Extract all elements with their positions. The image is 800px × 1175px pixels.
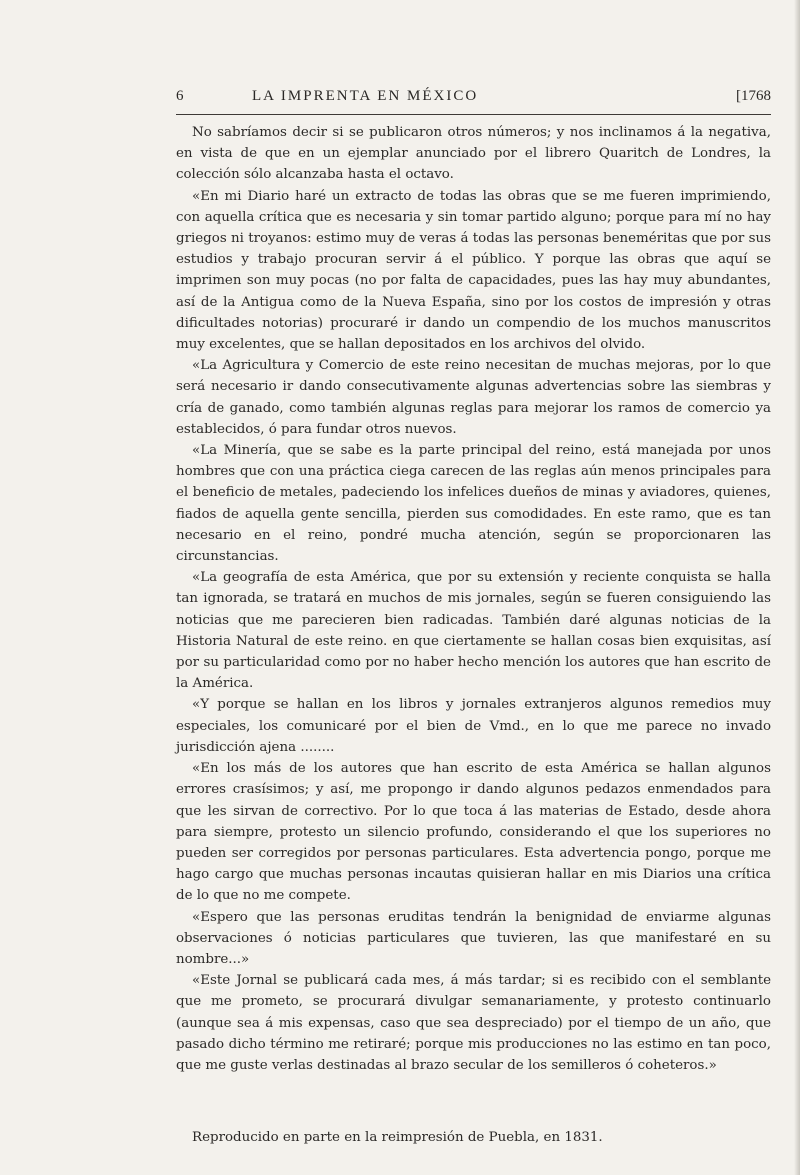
paragraph: «En los más de los autores que han escrito de esta América se hallan algunos errores crasísimos; y así, me propongo ir dando algunos pedazos enmendados para que les sirvan de correctivo. Por lo que toca á las materias de Estado, desde ahora para siempre, protesto un silencio profundo, considerando el que los superiores no pueden ser corregidos por personas particulares. Esta advertencia pongo, porque me hago cargo que muchas personas incautas quisieran hallar en mis Diarios una crítica de lo que no me compete. — [176, 761, 771, 904]
header-rule — [176, 114, 771, 115]
paragraph: «La Minería, que se sabe es la parte principal del reino, está manejada por unos hombres que con una práctica ciega carecen de las reglas aún menos principales para el beneficio de metales, padeciendo los infelices dueños de minas y aviadores, quienes, fiados de aquella gente sencilla, pierden sus comodidades. En este ramo, que es tan necesario en el reino, pondré mucha atención, según se proporcionaren las circunstancias. — [176, 443, 771, 565]
footnote: Reproducido en parte en la reimpresión de Puebla, en 1831. — [192, 1130, 603, 1145]
header-year: [1768 — [736, 88, 771, 104]
running-title: LA IMPRENTA EN MÉXICO — [252, 88, 479, 104]
paragraph: No sabríamos decir si se publicaron otros números; y nos inclinamos á la negativa, en vista de que en un ejemplar anunciado por el librero Quaritch de Londres, la colección sólo alcanzaba hasta el octavo. — [176, 125, 771, 183]
paragraph: «Espero que las personas eruditas tendrán la benignidad de enviarme algunas observaciones ó noticias particulares que tuvieren, las que manifestaré en su nombre...» — [176, 909, 771, 967]
paragraph: «La Agricultura y Comercio de este reino necesitan de muchas mejoras, por lo que será necesario ir dando consecutivamente algunas advertencias sobre las siembras y cría de ganado, como también algunas reglas para mejorar los ramos de comercio ya establecidos, ó para fundar otros nuevos. — [176, 358, 771, 437]
body-text — [176, 122, 771, 1076]
paragraph: «En mi Diario haré un extracto de todas las obras que se me fueren imprimiendo, con aquella crítica que es necesaria y sin tomar partido alguno; porque para mí no hay griegos ni troyanos: estimo muy de veras á todas las personas beneméritas que por sus estudios y trabajo procuran servir á el público. Y porque las obras que aquí se imprimen son muy pocas (no por falta de capacidades, pues las hay muy abundantes, así de la Antigua como de la Nueva España, sino por los costos de impresión y otras dificultades notorias) procuraré ir dando un compendio de los muchos manuscritos muy excelentes, que se hallan depositados en los archivos del olvido. — [176, 188, 771, 353]
page-number: 6 — [176, 88, 186, 104]
running-header — [176, 88, 771, 112]
paragraph: «La geografía de esta América, que por su extensión y reciente conquista se halla tan ignorada, se tratará en muchos de mis jornales, según se fueren consiguiendo las noticias que me parecieren bien radicadas. También daré algunas noticias de la Historia Natural de este reino. en que ciertamente se hallan cosas bien exquisitas, así por su particularidad como por no haber hecho mención los autores que han escrito de la América. — [176, 570, 771, 692]
paragraph: «Y porque se hallan en los libros y jornales extranjeros algunos remedios muy especiales, los comunicaré por el bien de Vmd., en lo que me parece no invado jurisdicción ajena ........ — [176, 697, 771, 755]
page-edge-shadow — [794, 0, 800, 1175]
paragraph: «Este Jornal se publicará cada mes, á más tardar; si es recibido con el semblante que me prometo, se procurará divulgar semanariamente, y protesto continuarlo (aunque sea á mis expensas, caso que sea despreciado) por el tiempo de un año, que pasado dicho término me retiraré; porque mis producciones no las estimo en tan poco, que me guste verlas destinadas al brazo secular de los semilleros ó coheteros.» — [176, 973, 771, 1073]
